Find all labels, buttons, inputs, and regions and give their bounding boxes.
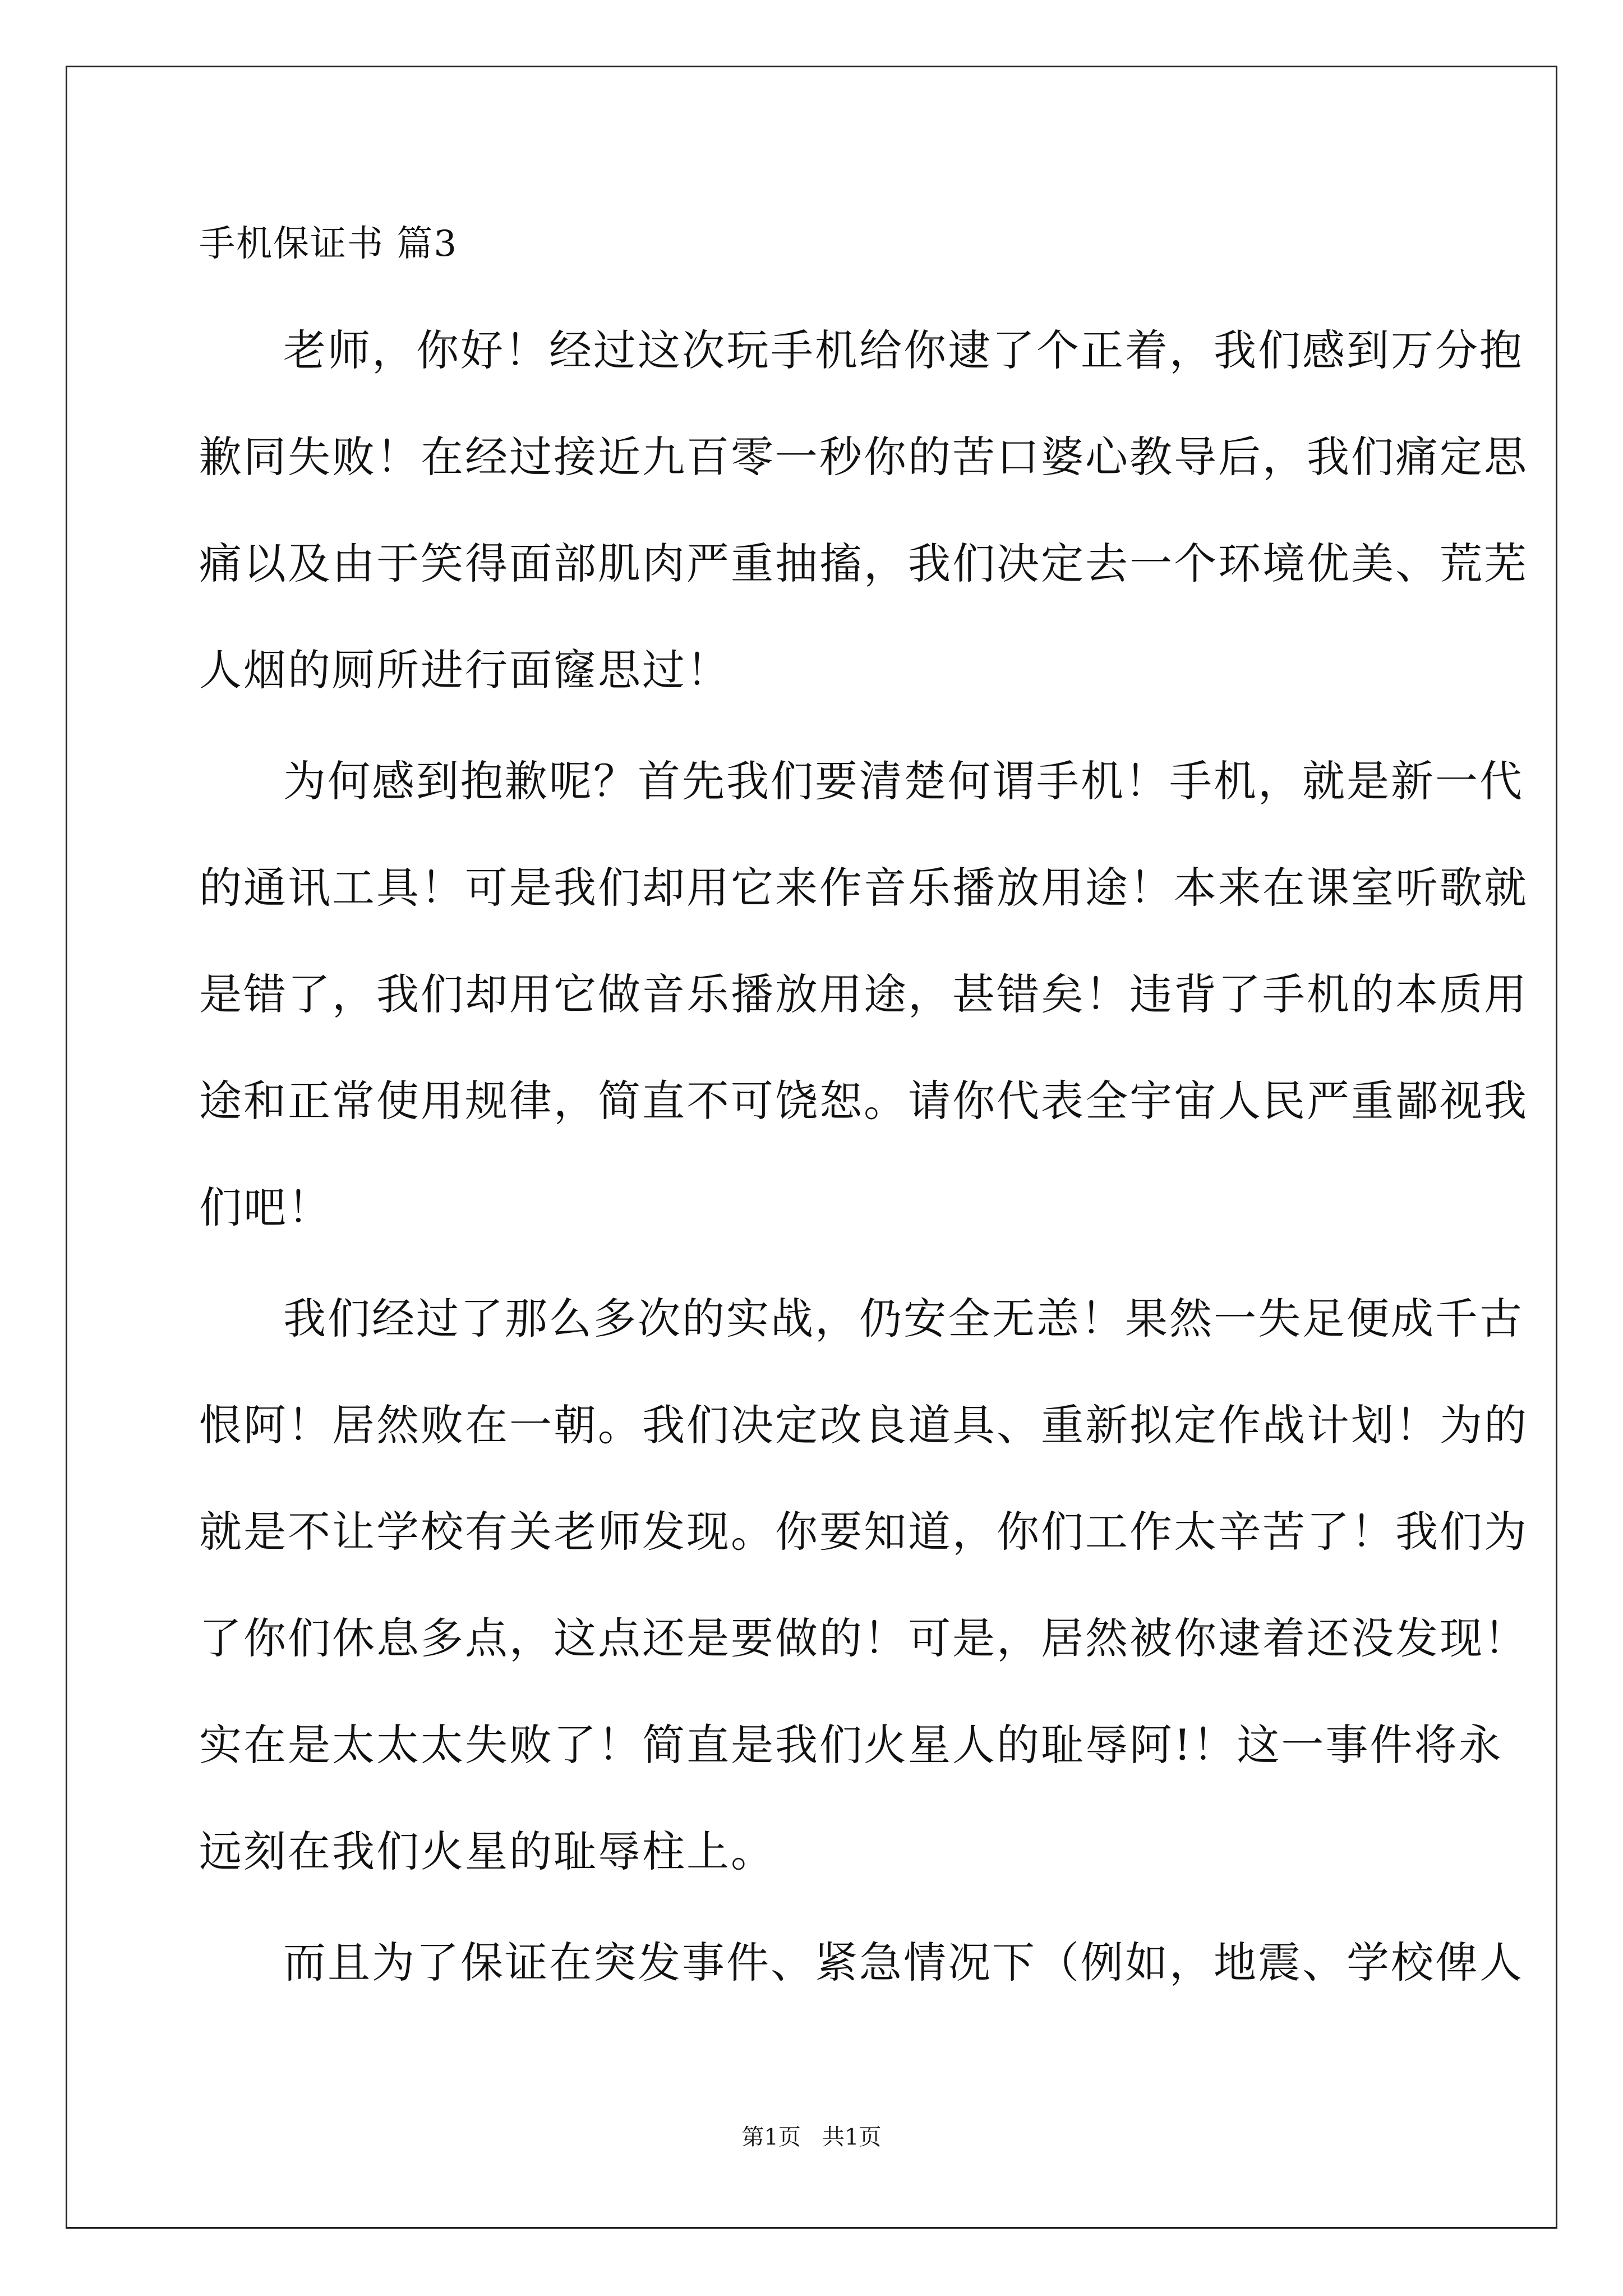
- paragraph-line: 远刻在我们火星的耻辱柱上。: [199, 1826, 775, 1876]
- paragraph-line: 人烟的厕所进行面窿思过！: [199, 645, 731, 695]
- paragraph-line: 老师，你好！经过这次玩手机给你逮了个正着，我们感到万分抱: [283, 325, 1524, 375]
- paragraph-line: 的通讯工具！可是我们却用它来作音乐播放用途！本来在课室听歌就: [199, 863, 1528, 913]
- paragraph-line: 途和正常使用规律，简直不可饶恕。请你代表全宇宙人民严重鄙视我: [199, 1076, 1528, 1126]
- paragraph-4: [199, 1910, 1524, 2016]
- paragraph-line: 我们经过了那么多次的实战，仍安全无恙！果然一失足便成千古: [283, 1294, 1524, 1343]
- paragraph-1: [199, 297, 1528, 724]
- document-title: 手机保证书 篇3: [199, 223, 458, 265]
- paragraph-line: 而且为了保证在突发事件、紧急情况下（例如，地震、学校俾人: [283, 1938, 1524, 1987]
- paragraph-line: 们吧！: [199, 1182, 332, 1232]
- paragraph-line: 痛以及由于笑得面部肌肉严重抽搐，我们决定去一个环境优美、荒芜: [199, 539, 1528, 588]
- paragraph-3: [199, 1266, 1528, 1905]
- paragraph-2: [199, 728, 1528, 1261]
- paragraph-line: 恨阿！居然败在一朝。我们决定改良道具、重新拟定作战计划！为的: [199, 1400, 1528, 1450]
- paragraph-line: 就是不让学校有关老师发现。你要知道，你们工作太辛苦了！我们为: [199, 1507, 1528, 1557]
- paragraph-line: 了你们休息多点，这点还是要做的！可是，居然被你逮着还没发现！: [199, 1613, 1528, 1663]
- paragraph-line: 实在是太太太失败了！简直是我们火星人的耻辱阿!！这一事件将永: [199, 1720, 1503, 1770]
- paragraph-line: 歉同失败！在经过接近九百零一秒你的苦口婆心教导后，我们痛定思: [199, 432, 1528, 482]
- paragraph-line: 是错了，我们却用它做音乐播放用途，甚错矣！违背了手机的本质用: [199, 969, 1528, 1019]
- paragraph-line: 为何感到抱歉呢？首先我们要清楚何谓手机！手机，就是新一代: [283, 756, 1524, 806]
- page-footer: 第1页 共1页: [741, 2124, 882, 2150]
- document-body: [199, 213, 1528, 2021]
